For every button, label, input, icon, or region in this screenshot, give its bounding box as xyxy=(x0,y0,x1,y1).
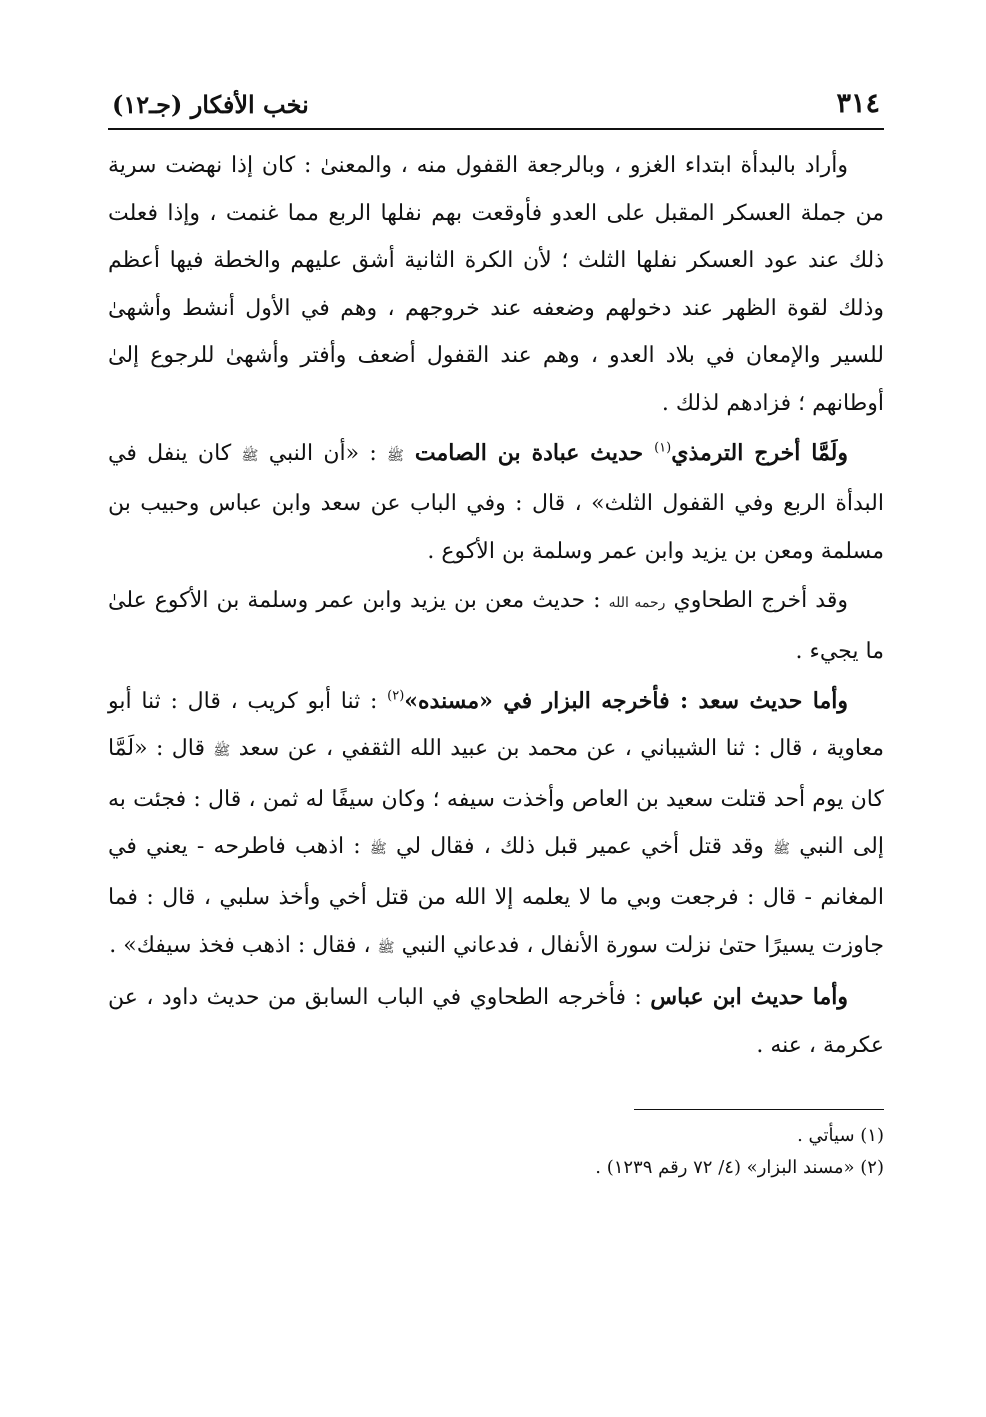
paragraph-2 xyxy=(108,430,884,576)
paragraph-4-text-b: قال : «لَمَّا كان يوم أحد قتلت سعيد بن العاص وأخذت سيفه ؛ وكان سيفًا له ثمن ، قال : فجئت به إلى النبي xyxy=(108,736,884,860)
footnote-divider xyxy=(634,1109,884,1110)
paragraph-4-text-a: : ثنا أبو كريب ، قال : ثنا أبو معاوية ، قال : ثنا الشيباني ، عن محمد بن عبيد الله الثقفي ، عن سعد xyxy=(108,688,884,762)
honorific-glyph: ﷺ xyxy=(377,939,395,956)
paragraph-2-text-a: : «أن النبي xyxy=(258,440,388,466)
honorific-glyph: ﷺ xyxy=(387,447,404,464)
paragraph-1: وأراد بالبدأة ابتداء الغزو ، وبالرجعة القفول منه ، والمعنىٰ : كان إذا نهضت سرية من جملة العسكر المقبل على العدو فأوقعت بهم نفلها الربع مما غنمت ، وإذا فعلت ذلك عند عود العسكر نفلها الثلث ؛ لأن الكرة الثانية أشق عليهم والخطة فيها أعظم وذلك لقوة الظهر عند دخولهم وضعفه عند خروجهم ، وهم في الأول أنشط وأشهىٰ للسير والإمعان في بلاد العدو ، وهم عند القفول أضعف وأفتر وأشهىٰ للرجوع إلىٰ أوطانهم ؛ فزادهم لذلك . xyxy=(108,153,884,416)
footnote-2: (٢) «مسند البزار» (٤/ ٧٢ رقم ١٢٣٩) . xyxy=(595,1157,884,1179)
paragraph-5 xyxy=(108,974,884,1069)
running-title: نخب الأفكار (جـ١٢) xyxy=(112,90,309,119)
footnotes xyxy=(108,1120,884,1184)
page-header xyxy=(108,84,884,130)
book-page xyxy=(108,84,884,1364)
paragraph-4 xyxy=(108,678,884,973)
footnote-1: (١) سيأتي . xyxy=(797,1125,884,1147)
honorific-glyph: ﷺ xyxy=(773,841,791,858)
honorific-glyph: ﷺ xyxy=(369,841,387,858)
paragraph-2-subject: حديث عبادة بن الصامت xyxy=(403,439,655,466)
main-text xyxy=(108,142,884,1069)
paragraph-2-text-b: كان ينفل في البدأة الربع وفي القفول الثلث» ، قال : وفي الباب عن سعد وابن عباس وحبيب بن مسلمة ومعن بن يزيد وابن عمر وسلمة بن الأكوع . xyxy=(108,440,884,564)
page-number: ٣١٤ xyxy=(836,88,880,119)
paragraph-3 xyxy=(108,577,884,675)
paragraph-3-text-a: وقد أخرج الطحاوي xyxy=(665,588,848,614)
paragraph-5-text-a: : فأخرجه الطحاوي في الباب السابق من حديث داود ، عن عكرمة ، عنه . xyxy=(108,985,884,1058)
paragraph-4-lead: وأما حديث سعد : فأخرجه البزار في «مسنده» xyxy=(404,687,848,714)
paragraph-4-text-e: ، فقال : اذهب فخذ سيفك» . xyxy=(109,932,378,958)
honorific-glyph: رحمه الله xyxy=(608,595,666,612)
paragraph-5-lead: وأما حديث ابن عباس xyxy=(650,984,848,1011)
paragraph-2-lead: ولَمَّا أخرج الترمذي xyxy=(671,439,849,466)
paragraph-3-text-b: : حديث معن بن يزيد وابن عمر وسلمة بن الأكوع علىٰ ما يجيء . xyxy=(108,588,884,664)
footnote-ref-2[interactable]: (٢) xyxy=(387,688,405,704)
honorific-glyph: ﷺ xyxy=(213,743,231,760)
paragraph-4-text-c: وقد قتل أخي عمير قبل ذلك ، فقال لي xyxy=(386,834,774,860)
honorific-glyph: ﷺ xyxy=(241,447,259,464)
paragraph-4-text-d: : اذهب فاطرحه - يعني في المغانم - قال : فرجعت وبي ما لا يعلمه إلا الله من قتل أخي وأخذ سلبي ، قال : فما جاوزت يسيرًا حتىٰ نزلت سورة الأنفال ، فدعاني النبي xyxy=(108,834,884,958)
footnote-ref-1[interactable]: (١) xyxy=(654,440,672,456)
